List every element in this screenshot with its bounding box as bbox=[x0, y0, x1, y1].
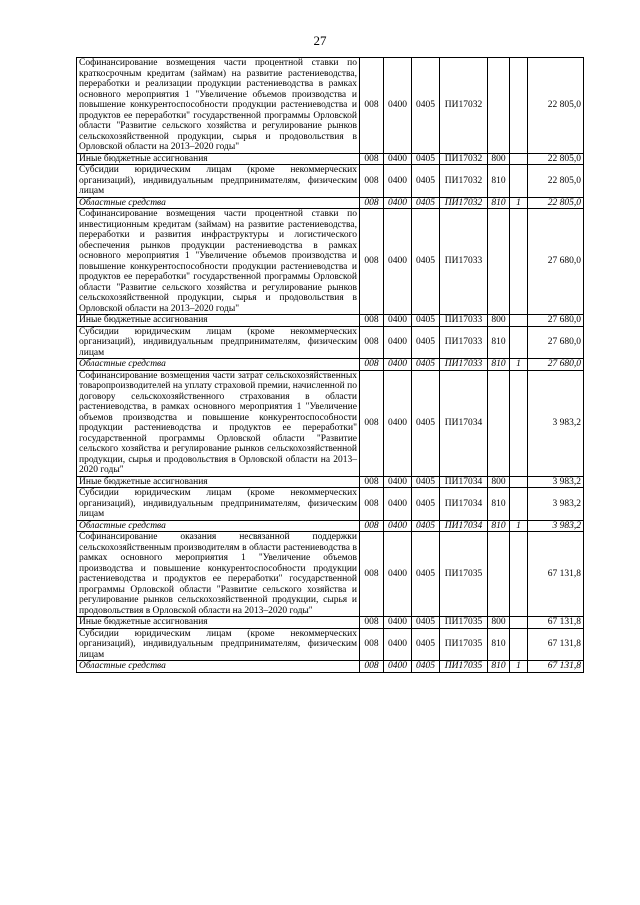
cell-row-name: Иные бюджетные ассигнования bbox=[77, 617, 360, 629]
cell-section-code: 0400 bbox=[384, 315, 412, 327]
cell-section-code: 0400 bbox=[384, 661, 412, 673]
cell-expense-type-code: 810 bbox=[488, 661, 510, 673]
cell-section-code: 0400 bbox=[384, 359, 412, 371]
cell-amount: 27 680,0 bbox=[528, 326, 584, 359]
cell-ministry-code: 008 bbox=[360, 165, 384, 198]
cell-funding-source-code bbox=[510, 165, 528, 198]
cell-row-name: Софинансирование возмещения части процентной ставки по краткосрочным кредитам (займам) на развитие растениеводства, переработки и реализации продукции растениеводства в рамках основного мероприятия 1 "Увеличение объемов производства и повышение конкурентоспособности продукции растениеводства и продуктов ее переработки" государственной программы Орловской области "Развитие сельского хозяйства и регулирование рынков сельскохозяйственной продукции, сырья и продовольствия в Орловской области на 2013–2020 годы" bbox=[77, 58, 360, 154]
cell-funding-source-code bbox=[510, 370, 528, 476]
cell-amount: 3 983,2 bbox=[528, 520, 584, 532]
cell-section-code: 0400 bbox=[384, 165, 412, 198]
cell-expense-type-code: 800 bbox=[488, 153, 510, 165]
cell-expense-type-code: 810 bbox=[488, 197, 510, 209]
cell-target-article-code: ПИ17033 bbox=[440, 209, 488, 315]
cell-ministry-code: 008 bbox=[360, 326, 384, 359]
cell-row-name: Субсидии юридическим лицам (кроме некоммерческих организаций), индивидуальным предпринимателям, физическим лицам bbox=[77, 488, 360, 521]
cell-ministry-code: 008 bbox=[360, 488, 384, 521]
table-row bbox=[77, 165, 584, 198]
cell-expense-type-code bbox=[488, 532, 510, 617]
cell-target-article-code: ПИ17032 bbox=[440, 58, 488, 154]
cell-row-name: Иные бюджетные ассигнования bbox=[77, 153, 360, 165]
table-row bbox=[77, 532, 584, 617]
cell-row-name: Софинансирование оказания несвязанной поддержки сельскохозяйственным производителям в области растениеводства в рамках основного мероприятия 1 "Увеличение объемов производства и повышение конкурентоспособности продукции растениеводства и продуктов ее переработки" государственной программы Орловской области "Развитие сельского хозяйства и регулирование рынков сельскохозяйственной продукции, сырья и продовольствия в Орловской области на 2013–2020 годы" bbox=[77, 532, 360, 617]
table-row bbox=[77, 488, 584, 521]
cell-subsection-code: 0405 bbox=[412, 476, 440, 488]
cell-expense-type-code: 810 bbox=[488, 488, 510, 521]
cell-target-article-code: ПИ17032 bbox=[440, 197, 488, 209]
cell-row-name: Софинансирование возмещения части процентной ставки по инвестиционным кредитам (займам) на развитие растениеводства, переработки и развития инфраструктуры и логистического обеспечения рынков продукции растениеводства в рамках основного мероприятия 1 "Увеличение объемов производства и повышение конкурентоспособности продукции растениеводства и продуктов ее переработки" государственной программы Орловской области "Развитие сельского хозяйства и регулирование рынков сельскохозяйственной продукции, сырья и продовольствия в Орловской области на 2013–2020 годы" bbox=[77, 209, 360, 315]
cell-ministry-code: 008 bbox=[360, 370, 384, 476]
cell-funding-source-code bbox=[510, 628, 528, 661]
cell-expense-type-code: 810 bbox=[488, 165, 510, 198]
cell-ministry-code: 008 bbox=[360, 209, 384, 315]
budget-table bbox=[76, 57, 584, 673]
cell-target-article-code: ПИ17034 bbox=[440, 488, 488, 521]
cell-funding-source-code: 1 bbox=[510, 359, 528, 371]
cell-amount: 67 131,8 bbox=[528, 628, 584, 661]
cell-section-code: 0400 bbox=[384, 197, 412, 209]
cell-ministry-code: 008 bbox=[360, 532, 384, 617]
table-row-regional-funds bbox=[77, 661, 584, 673]
cell-amount: 22 805,0 bbox=[528, 197, 584, 209]
cell-expense-type-code: 810 bbox=[488, 628, 510, 661]
cell-expense-type-code bbox=[488, 209, 510, 315]
cell-amount: 67 131,8 bbox=[528, 532, 584, 617]
cell-target-article-code: ПИ17033 bbox=[440, 315, 488, 327]
table-row bbox=[77, 153, 584, 165]
cell-funding-source-code bbox=[510, 58, 528, 154]
cell-expense-type-code: 810 bbox=[488, 520, 510, 532]
table-row bbox=[77, 628, 584, 661]
cell-target-article-code: ПИ17032 bbox=[440, 165, 488, 198]
cell-expense-type-code: 800 bbox=[488, 315, 510, 327]
cell-subsection-code: 0405 bbox=[412, 326, 440, 359]
cell-expense-type-code: 800 bbox=[488, 476, 510, 488]
budget-table-body bbox=[77, 58, 584, 673]
cell-row-name: Софинансирование возмещения части затрат сельскохозяйственных товаропроизводителей на уплату страховой премии, начисленной по договору сельскохозяйственного страхования в области растениеводства, в рамках основного мероприятия 1 "Увеличение объемов производства и повышение конкурентоспособности продукции растениеводства и продуктов ее переработки" государственной программы Орловской области "Развитие сельского хозяйства и регулирование рынков сельскохозяйственной продукции, сырья и продовольствия в Орловской области на 2013–2020 годы" bbox=[77, 370, 360, 476]
cell-ministry-code: 008 bbox=[360, 617, 384, 629]
table-row-regional-funds bbox=[77, 520, 584, 532]
cell-amount: 3 983,2 bbox=[528, 488, 584, 521]
cell-target-article-code: ПИ17032 bbox=[440, 153, 488, 165]
cell-row-name: Субсидии юридическим лицам (кроме некоммерческих организаций), индивидуальным предпринимателям, физическим лицам bbox=[77, 628, 360, 661]
cell-target-article-code: ПИ17034 bbox=[440, 370, 488, 476]
cell-section-code: 0400 bbox=[384, 520, 412, 532]
cell-subsection-code: 0405 bbox=[412, 209, 440, 315]
cell-row-name: Областные средства bbox=[77, 661, 360, 673]
cell-amount: 22 805,0 bbox=[528, 165, 584, 198]
cell-ministry-code: 008 bbox=[360, 520, 384, 532]
cell-target-article-code: ПИ17033 bbox=[440, 359, 488, 371]
cell-section-code: 0400 bbox=[384, 370, 412, 476]
cell-ministry-code: 008 bbox=[360, 359, 384, 371]
cell-target-article-code: ПИ17035 bbox=[440, 617, 488, 629]
cell-row-name: Субсидии юридическим лицам (кроме некоммерческих организаций), индивидуальным предпринимателям, физическим лицам bbox=[77, 165, 360, 198]
cell-section-code: 0400 bbox=[384, 488, 412, 521]
cell-target-article-code: ПИ17035 bbox=[440, 661, 488, 673]
cell-row-name: Областные средства bbox=[77, 520, 360, 532]
cell-row-name: Иные бюджетные ассигнования bbox=[77, 315, 360, 327]
cell-subsection-code: 0405 bbox=[412, 58, 440, 154]
cell-target-article-code: ПИ17034 bbox=[440, 520, 488, 532]
cell-amount: 27 680,0 bbox=[528, 209, 584, 315]
cell-ministry-code: 008 bbox=[360, 476, 384, 488]
cell-ministry-code: 008 bbox=[360, 661, 384, 673]
table-row bbox=[77, 370, 584, 476]
cell-subsection-code: 0405 bbox=[412, 197, 440, 209]
cell-subsection-code: 0405 bbox=[412, 315, 440, 327]
cell-funding-source-code: 1 bbox=[510, 661, 528, 673]
cell-funding-source-code bbox=[510, 326, 528, 359]
cell-row-name: Иные бюджетные ассигнования bbox=[77, 476, 360, 488]
table-row bbox=[77, 617, 584, 629]
cell-subsection-code: 0405 bbox=[412, 661, 440, 673]
cell-amount: 22 805,0 bbox=[528, 58, 584, 154]
cell-expense-type-code bbox=[488, 370, 510, 476]
page-number: 27 bbox=[313, 33, 327, 48]
table-row bbox=[77, 209, 584, 315]
cell-target-article-code: ПИ17033 bbox=[440, 326, 488, 359]
cell-section-code: 0400 bbox=[384, 532, 412, 617]
table-row bbox=[77, 58, 584, 154]
cell-amount: 3 983,2 bbox=[528, 476, 584, 488]
cell-amount: 27 680,0 bbox=[528, 315, 584, 327]
cell-amount: 3 983,2 bbox=[528, 370, 584, 476]
cell-ministry-code: 008 bbox=[360, 58, 384, 154]
cell-subsection-code: 0405 bbox=[412, 153, 440, 165]
cell-funding-source-code bbox=[510, 488, 528, 521]
cell-subsection-code: 0405 bbox=[412, 165, 440, 198]
cell-amount: 22 805,0 bbox=[528, 153, 584, 165]
cell-subsection-code: 0405 bbox=[412, 532, 440, 617]
cell-subsection-code: 0405 bbox=[412, 628, 440, 661]
cell-target-article-code: ПИ17035 bbox=[440, 628, 488, 661]
cell-funding-source-code: 1 bbox=[510, 197, 528, 209]
table-row bbox=[77, 476, 584, 488]
table-row-regional-funds bbox=[77, 197, 584, 209]
table-row bbox=[77, 326, 584, 359]
cell-expense-type-code: 810 bbox=[488, 326, 510, 359]
cell-expense-type-code bbox=[488, 58, 510, 154]
cell-subsection-code: 0405 bbox=[412, 370, 440, 476]
cell-row-name: Областные средства bbox=[77, 359, 360, 371]
cell-ministry-code: 008 bbox=[360, 628, 384, 661]
cell-amount: 67 131,8 bbox=[528, 617, 584, 629]
cell-subsection-code: 0405 bbox=[412, 359, 440, 371]
cell-subsection-code: 0405 bbox=[412, 617, 440, 629]
cell-ministry-code: 008 bbox=[360, 197, 384, 209]
cell-row-name: Областные средства bbox=[77, 197, 360, 209]
table-row bbox=[77, 315, 584, 327]
cell-section-code: 0400 bbox=[384, 628, 412, 661]
cell-expense-type-code: 800 bbox=[488, 617, 510, 629]
cell-section-code: 0400 bbox=[384, 153, 412, 165]
cell-section-code: 0400 bbox=[384, 617, 412, 629]
cell-section-code: 0400 bbox=[384, 326, 412, 359]
cell-funding-source-code: 1 bbox=[510, 520, 528, 532]
cell-funding-source-code bbox=[510, 209, 528, 315]
cell-amount: 27 680,0 bbox=[528, 359, 584, 371]
cell-amount: 67 131,8 bbox=[528, 661, 584, 673]
cell-subsection-code: 0405 bbox=[412, 520, 440, 532]
cell-target-article-code: ПИ17034 bbox=[440, 476, 488, 488]
cell-funding-source-code bbox=[510, 315, 528, 327]
cell-section-code: 0400 bbox=[384, 209, 412, 315]
cell-funding-source-code bbox=[510, 617, 528, 629]
cell-funding-source-code bbox=[510, 153, 528, 165]
cell-funding-source-code bbox=[510, 532, 528, 617]
cell-funding-source-code bbox=[510, 476, 528, 488]
cell-expense-type-code: 810 bbox=[488, 359, 510, 371]
cell-section-code: 0400 bbox=[384, 476, 412, 488]
cell-section-code: 0400 bbox=[384, 58, 412, 154]
cell-row-name: Субсидии юридическим лицам (кроме некоммерческих организаций), индивидуальным предпринимателям, физическим лицам bbox=[77, 326, 360, 359]
cell-target-article-code: ПИ17035 bbox=[440, 532, 488, 617]
cell-ministry-code: 008 bbox=[360, 315, 384, 327]
table-row-regional-funds bbox=[77, 359, 584, 371]
cell-subsection-code: 0405 bbox=[412, 488, 440, 521]
cell-ministry-code: 008 bbox=[360, 153, 384, 165]
